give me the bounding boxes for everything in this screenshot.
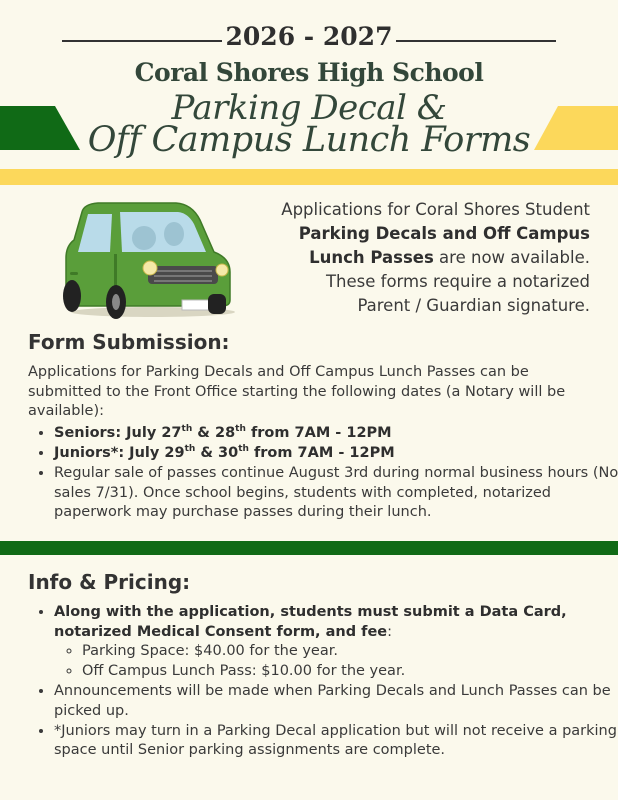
juniors-date-item: • Juniors*: July 29th & 30th from 7AM - 12PM: [54, 444, 618, 464]
intro-line-4: These forms require a notarized: [325, 272, 590, 291]
info-pricing-heading: Info & Pricing:: [28, 570, 191, 594]
intro-text: [230, 198, 590, 318]
intro-line-2: [230, 222, 590, 246]
requirements-item: • Along with the application, students must submit a Data Card, notarized Medical Consent form, and fee: ◦ Parking Space: $40.00 for the year. ◦ Off Campus Lunch Pass: $10.00 for the year.: [54, 603, 618, 682]
school-year: 2026 - 2027: [225, 22, 393, 51]
parking-fee-item: ◦ Parking Space: $40.00 for the year.: [82, 642, 618, 662]
intro-rest-2: are now available.: [433, 248, 590, 267]
info-pricing-list: [28, 603, 618, 761]
green-car-icon: [58, 200, 238, 322]
intro-bold-2: Lunch Passes: [309, 248, 434, 267]
requirements-bold-text: Along with the application, students must submit a Data Card, notarized Medical Consent form, and fee: [54, 604, 567, 640]
regular-sale-item: • Regular sale of passes continue August 3rd during normal business hours (No sales 7/31). Once school begins, students with completed, notarized paperwork may purchase passes during their lunch.: [54, 464, 618, 523]
intro-line-3: [230, 246, 590, 270]
green-divider-band: [0, 541, 618, 555]
lunch-pass-fee-item: ◦ Off Campus Lunch Pass: $10.00 for the year.: [82, 662, 618, 682]
yellow-divider-band: [0, 169, 618, 185]
seniors-date-item: • Seniors: July 27th & 28th from 7AM - 12PM: [54, 424, 618, 444]
juniors-note-item: • *Juniors may turn in a Parking Decal application but will not receive a parking space until Senior parking assignments are complete.: [54, 722, 618, 761]
submission-dates-list: [28, 424, 618, 523]
title-line-1: Parking Decal &: [171, 88, 447, 128]
form-submission-heading: Form Submission:: [28, 330, 230, 354]
fee-sub-list: [54, 642, 618, 682]
intro-bold-1: Parking Decals and Off Campus: [298, 224, 590, 243]
school-name: Coral Shores High School: [134, 58, 484, 87]
intro-line-1: Applications for Coral Shores Student: [281, 200, 590, 219]
form-submission-paragraph: Applications for Parking Decals and Off Campus Lunch Passes can be submitted to the Front Office starting the following dates (a Notary will be available):: [28, 364, 566, 419]
title-line-2: Off Campus Lunch Forms: [87, 120, 531, 160]
intro-line-5: Parent / Guardian signature.: [357, 296, 590, 315]
announcements-item: • Announcements will be made when Parking Decals and Lunch Passes can be picked up.: [54, 682, 618, 721]
